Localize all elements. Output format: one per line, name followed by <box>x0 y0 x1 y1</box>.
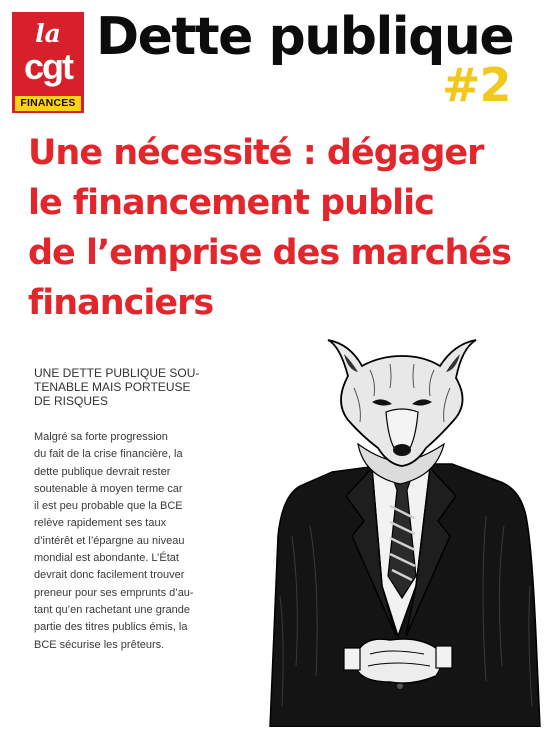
body-paragraph <box>34 429 239 654</box>
body-line: tant qu’en rachetant une grande <box>34 603 190 616</box>
headline-line: de l’emprise des marchés <box>28 233 511 273</box>
body-line: preneur pour ses emprunts d’au- <box>34 586 194 599</box>
cgt-finances-logo <box>12 12 84 113</box>
issue-number: #2 <box>442 58 511 112</box>
body-line: Malgré sa forte progression <box>34 431 168 443</box>
logo-cgt-text: cgt <box>24 46 72 87</box>
body-line: relève rapidement ses taux <box>34 517 167 530</box>
body-line: dette publique devrait rester <box>34 465 171 478</box>
body-line: il est peu probable que la BCE <box>34 500 183 513</box>
headline-line: financiers <box>28 283 214 323</box>
body-line: partie des titres publics émis, la <box>34 621 188 634</box>
section-title-line: UNE DETTE PUBLIQUE SOU- <box>34 366 200 380</box>
logo-finances-band: FINANCES <box>15 96 81 111</box>
section-title <box>34 366 214 408</box>
body-line: d’intérêt et l’épargne au niveau <box>34 534 185 547</box>
section-title-line: TENABLE MAIS PORTEUSE <box>34 380 191 394</box>
body-line: devrait donc facilement trouver <box>34 569 185 582</box>
wolf-in-suit-icon <box>240 336 555 727</box>
body-line: du fait de la crise financière, la <box>34 448 183 461</box>
section-title-line: DE RISQUES <box>34 394 109 408</box>
body-line: soutenable à moyen terme car <box>34 482 183 495</box>
page-title: Dette publique <box>96 7 514 67</box>
logo-la-text: la <box>35 19 61 48</box>
headline <box>28 128 558 328</box>
headline-line: le financement public <box>28 183 434 223</box>
headline-line: Une nécessité : dégager <box>28 133 484 173</box>
body-line: BCE sécurise les prêteurs. <box>34 638 165 651</box>
body-line: mondial est abondante. L’État <box>34 552 179 565</box>
